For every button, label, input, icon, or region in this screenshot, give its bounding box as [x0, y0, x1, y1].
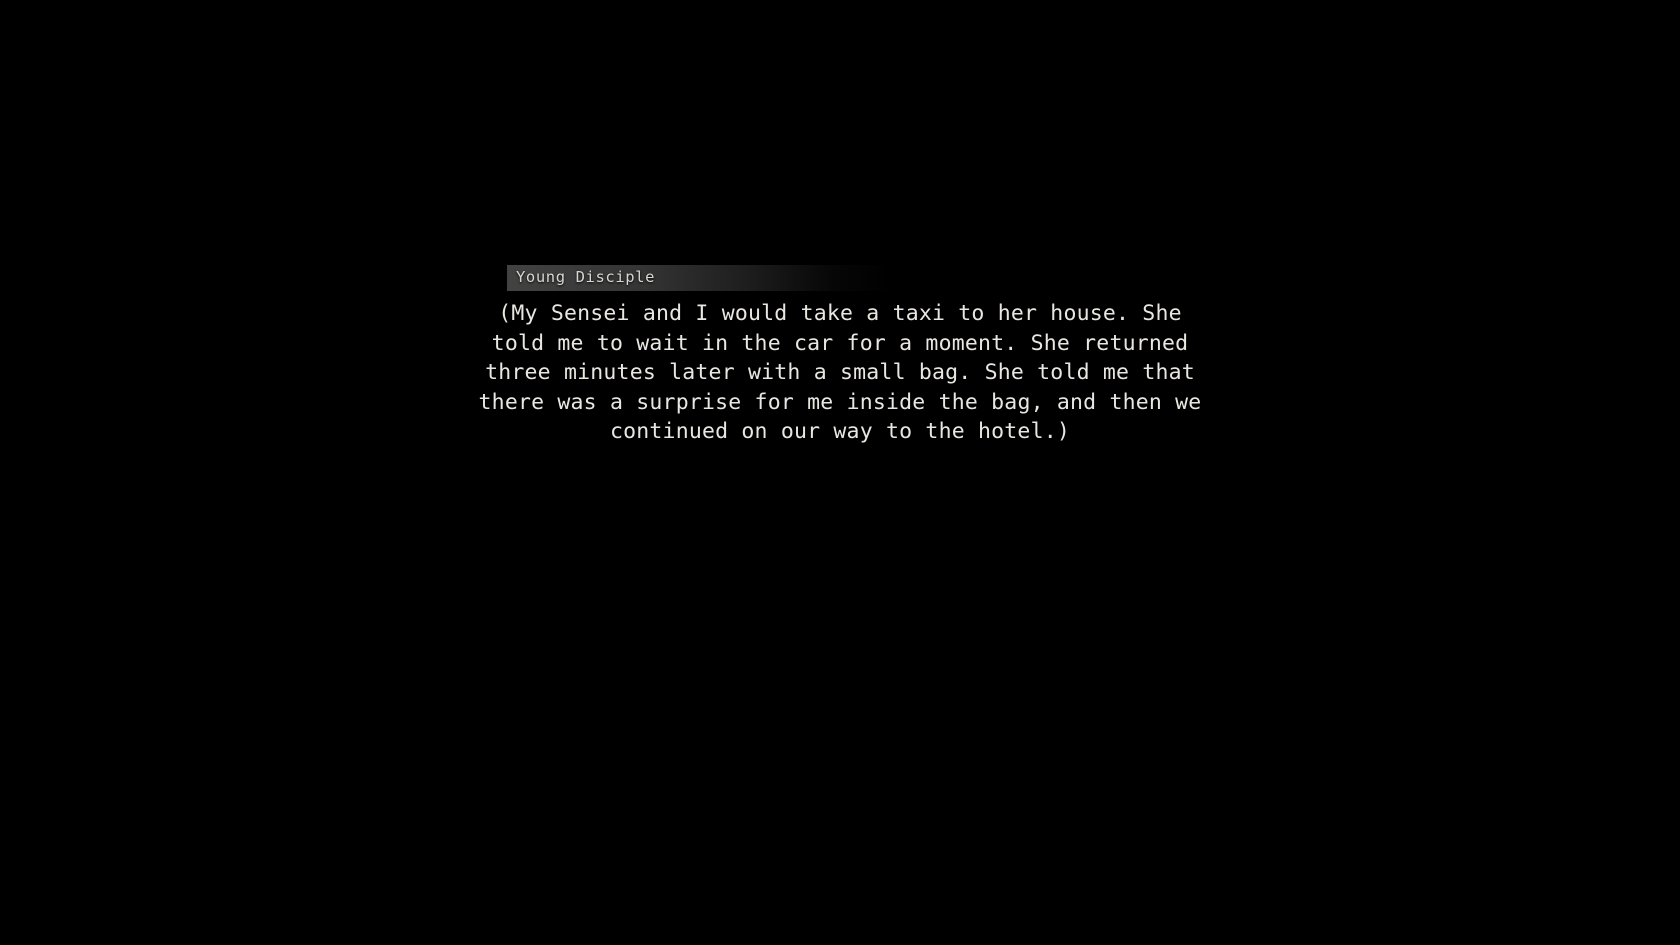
dialogue-box[interactable] — [478, 265, 1215, 485]
speaker-name-plate — [507, 265, 892, 291]
dialogue-text[interactable]: (My Sensei and I would take a taxi to her house. She told me to wait in the car for a moment. She returned three minutes later with a small bag. She told me that there was a surprise for me inside the bag, and then we continued on our way to the hotel.) — [478, 301, 1215, 444]
speaker-name: Young Disciple — [516, 268, 656, 287]
